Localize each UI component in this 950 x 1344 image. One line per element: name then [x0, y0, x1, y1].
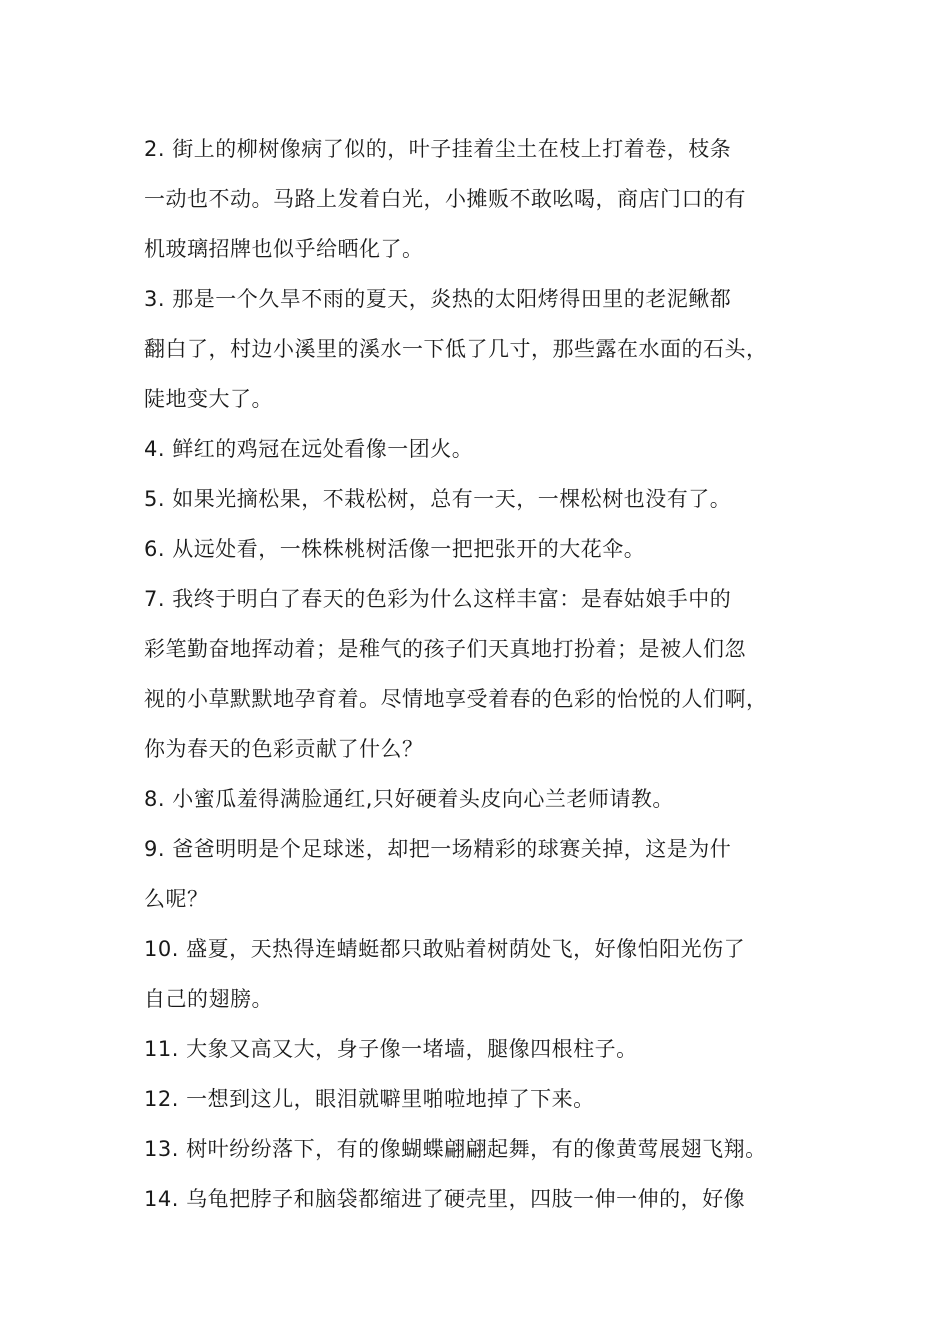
text-line: 9. 爸爸明明是个足球迷，却把一场精彩的球赛关掉，这是为什 [144, 837, 732, 861]
text-line: 5. 如果光摘松果，不栽松树，总有一天，一棵松树也没有了。 [144, 487, 732, 511]
text-line: 3. 那是一个久旱不雨的夏天，炎热的太阳烤得田里的老泥鳅都 [144, 287, 732, 311]
text-line: 视的小草默默地孕育着。尽情地享受着春的色彩的怡悦的人们啊， [144, 687, 768, 711]
text-line: 8. 小蜜瓜羞得满脸通红,只好硬着头皮向心兰老师请教。 [144, 787, 674, 811]
text-line: 你为春天的色彩贡献了什么？ [144, 737, 424, 761]
text-line: 10. 盛夏，天热得连蜻蜓都只敢贴着树荫处飞，好像怕阳光伤了 [144, 937, 746, 961]
text-line: 11. 大象又高又大，身子像一堵墙，腿像四根柱子。 [144, 1037, 638, 1061]
text-line: 14. 乌龟把脖子和脑袋都缩进了硬壳里，四肢一伸一伸的，好像 [144, 1187, 746, 1211]
text-line: 4. 鲜红的鸡冠在远处看像一团火。 [144, 437, 474, 461]
text-line: 7. 我终于明白了春天的色彩为什么这样丰富：是春姑娘手中的 [144, 587, 732, 611]
text-line: 2. 街上的柳树像病了似的，叶子挂着尘土在枝上打着卷，枝条 [144, 137, 732, 161]
text-line: 6. 从远处看，一株株桃树活像一把把张开的大花伞。 [144, 537, 646, 561]
text-line: 彩笔勤奋地挥动着；是稚气的孩子们天真地打扮着；是被人们忽 [144, 637, 746, 661]
text-line: 翻白了，村边小溪里的溪水一下低了几寸，那些露在水面的石头， [144, 337, 768, 361]
text-line: 一动也不动。马路上发着白光，小摊贩不敢吆喝，商店门口的有 [144, 187, 746, 211]
text-line: 陡地变大了。 [144, 387, 273, 411]
text-line: 12. 一想到这儿，眼泪就噼里啪啦地掉了下来。 [144, 1087, 595, 1111]
text-line: 自己的翅膀。 [144, 987, 273, 1011]
text-line: 机玻璃招牌也似乎给晒化了。 [144, 237, 424, 261]
text-line: 13. 树叶纷纷落下，有的像蝴蝶翩翩起舞，有的像黄莺展翅飞翔。 [144, 1137, 767, 1161]
text-line: 么呢？ [144, 887, 209, 911]
